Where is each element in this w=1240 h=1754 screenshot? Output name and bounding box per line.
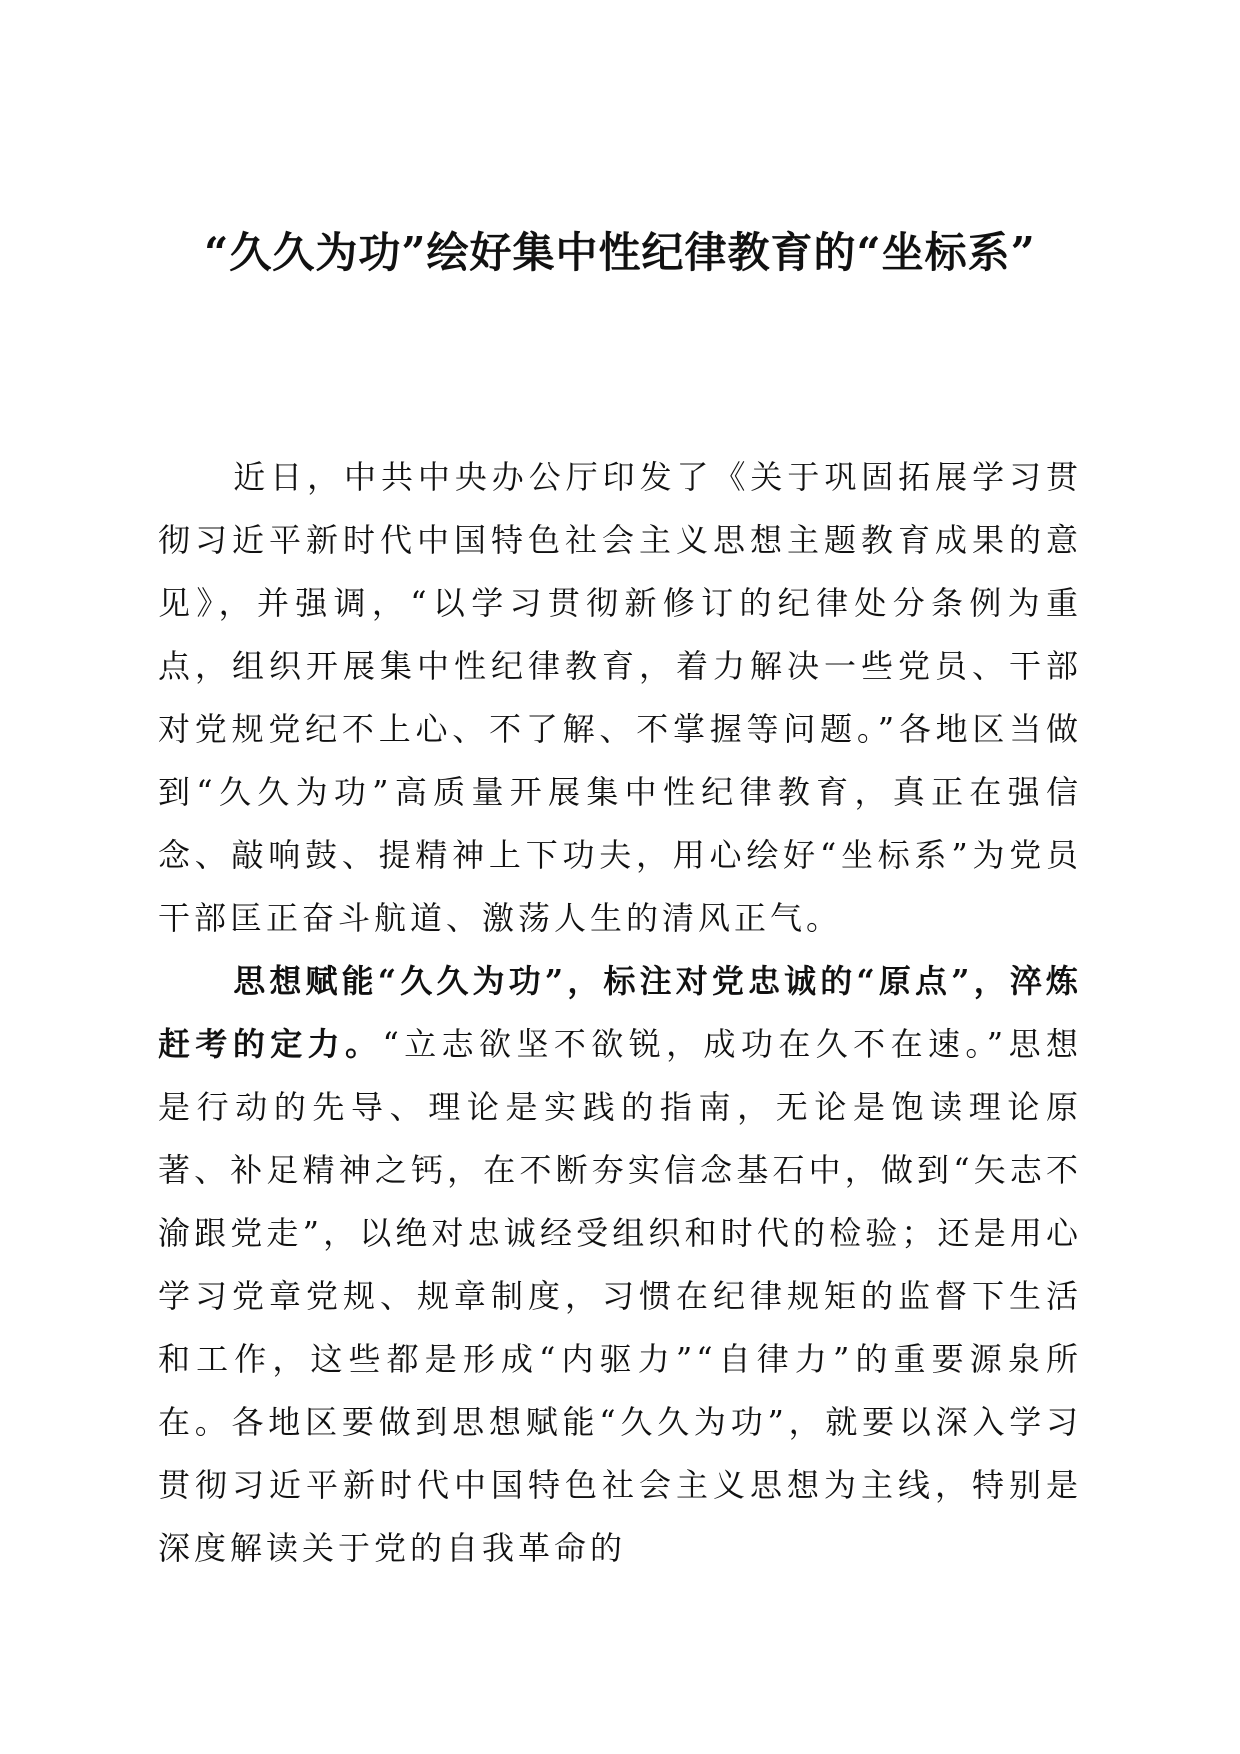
paragraph-text: 近日，中共中央办公厅印发了《关于巩固拓展学习贯彻习近平新时代中国特色社会主义思想主题教育成果的意见》，并强调，“以学习贯彻新修订的纪律处分条例为重点，组织开展集中性纪律教育，着力解决一些党员、干部对党规党纪不上心、不了解、不掌握等问题。”各地区当做到“久久为功”高质量开展集中性纪律教育，真正在强信念、敲响鼓、提精神上下功夫，用心绘好“坐标系”为党员干部匡正奋斗航道、激荡人生的清风正气。 (158, 458, 1082, 937)
document-body (158, 446, 1082, 1580)
page-title: “久久为功”绘好集中性纪律教育的“坐标系” (204, 228, 1036, 277)
paragraph-lead-heading: 思想赋能“久久为功”，标注对党忠诚的“原点”，淬炼赶考的定力。 (158, 962, 1082, 1063)
paragraph-text: “立志欲坚不欲锐，成功在久不在速。”思想是行动的先导、理论是实践的指南，无论是饱读理论原著、补足精神之钙，在不断夯实信念基石中，做到“矢志不渝跟党走”，以绝对忠诚经受组织和时代的检验；还是用心学习党章党规、规章制度，习惯在纪律规矩的监督下生活和工作，这些都是形成“内驱力”“自律力”的重要源泉所在。各地区要做到思想赋能“久久为功”，就要以深入学习贯彻习近平新时代中国特色社会主义思想为主线，特别是深度解读关于党的自我革命的 (158, 1025, 1082, 1567)
paragraph-thought-empowerment (158, 950, 1082, 1580)
paragraph-intro (158, 446, 1082, 950)
